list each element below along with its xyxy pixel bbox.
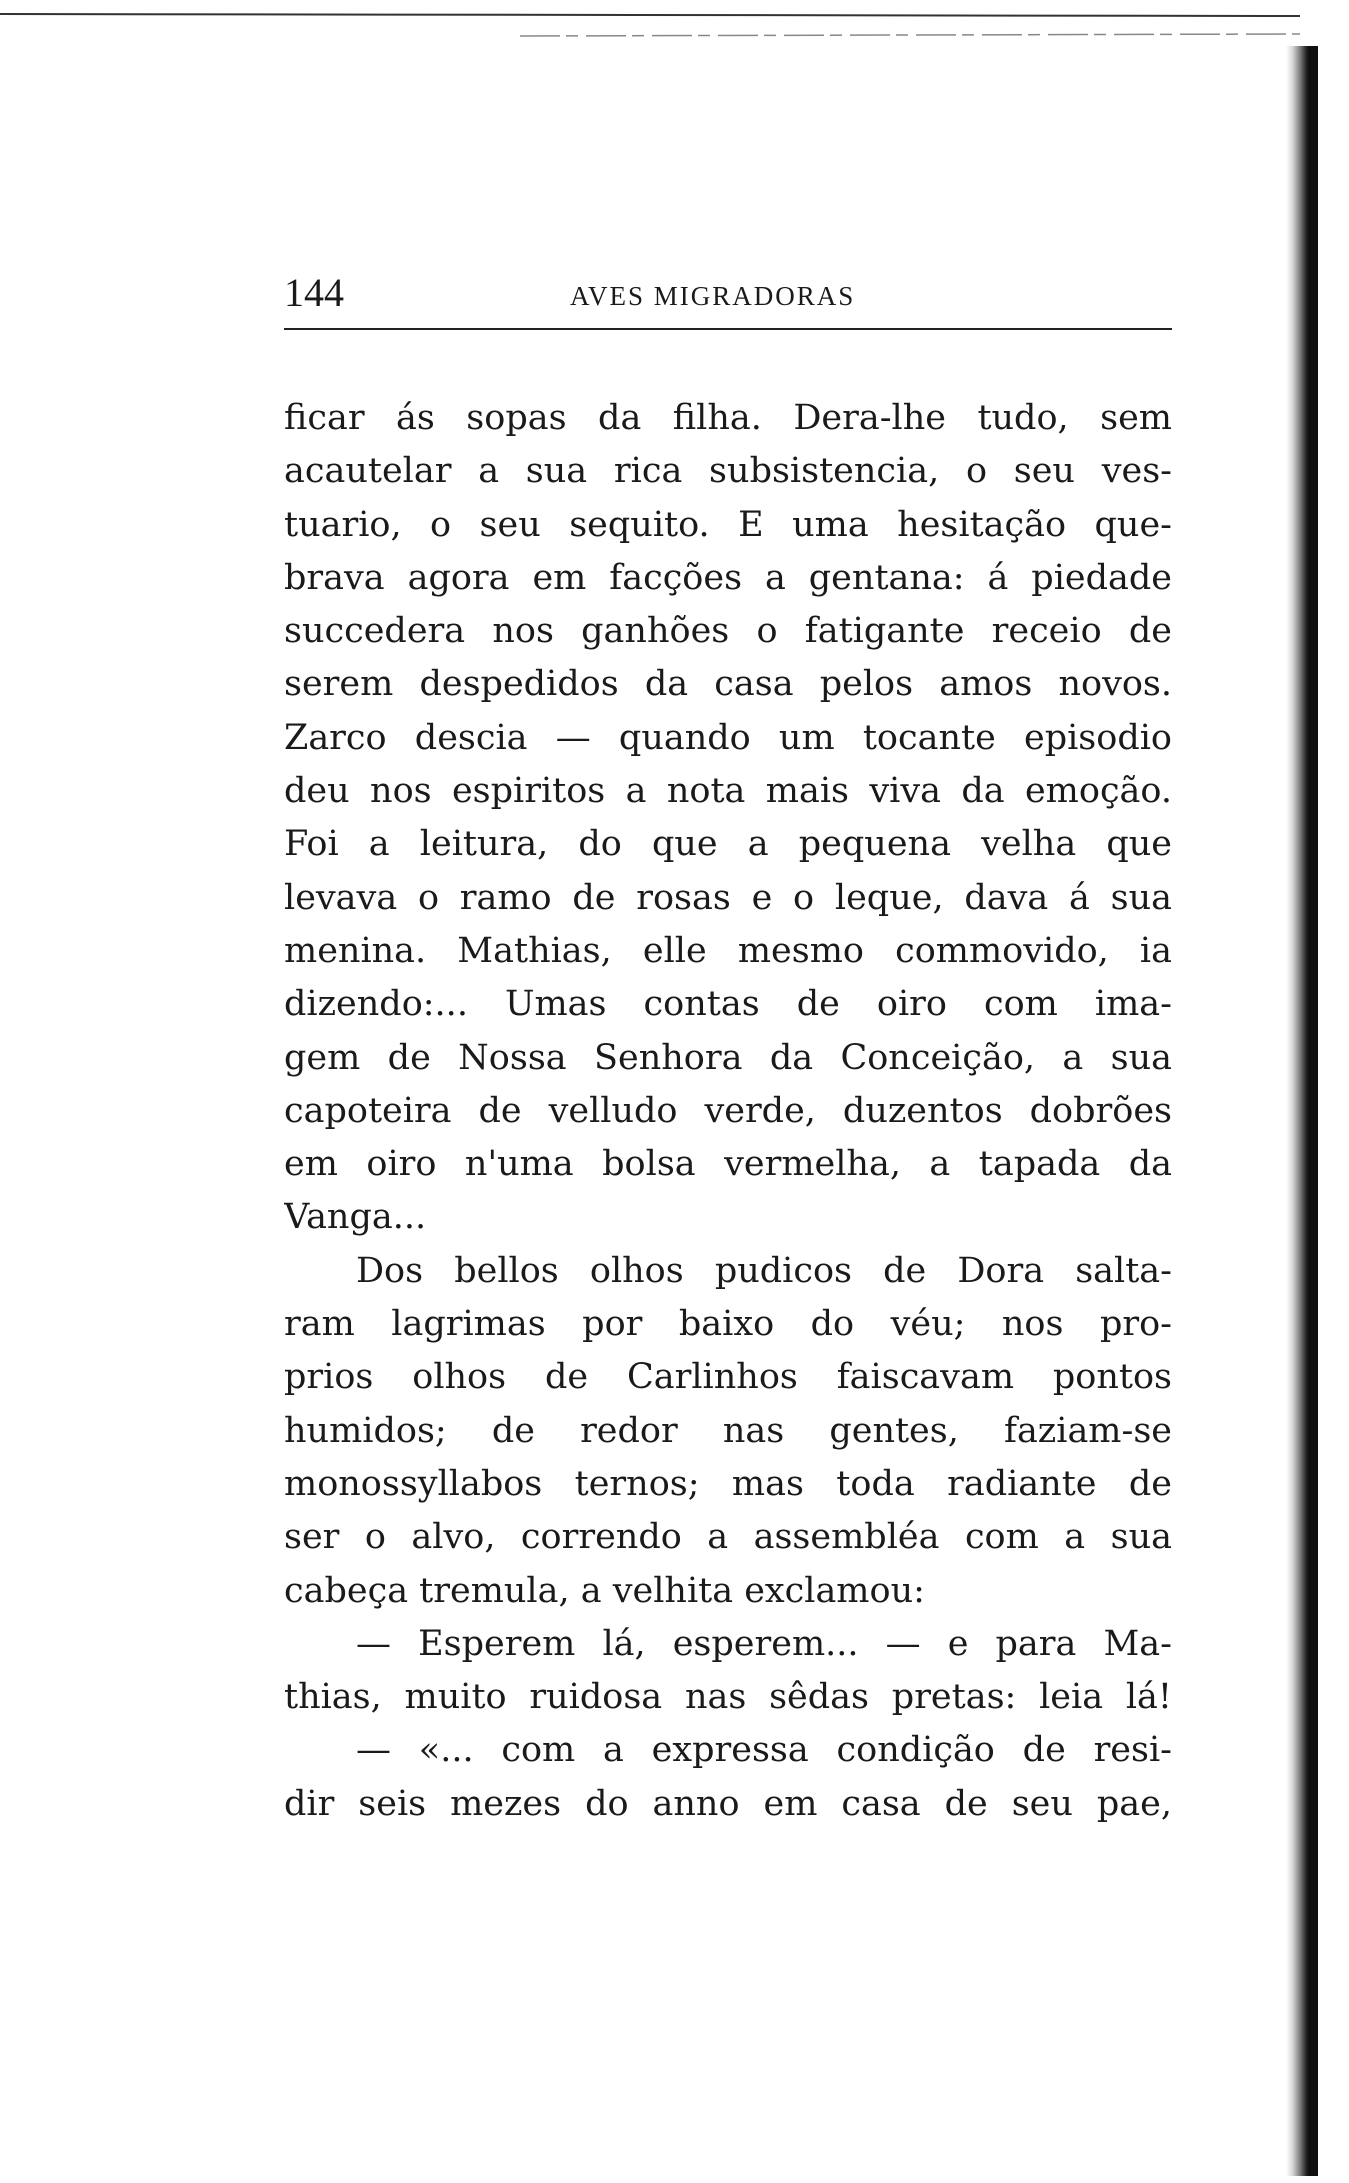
text-line: prios olhos de Carlinhos faiscavam pontos bbox=[284, 1357, 1172, 1398]
text-line: Zarco descia — quando um tocante episodio bbox=[284, 717, 1172, 758]
text-body bbox=[284, 392, 1172, 1831]
text-line: ficar ás sopas da filha. Dera-lhe tudo, sem bbox=[284, 398, 1172, 438]
book-spine-edge bbox=[1308, 46, 1318, 2176]
text-line: monossyllabos ternos; mas toda radiante de bbox=[284, 1463, 1172, 1504]
text-line: levava o ramo de rosas e o leque, dava á sua bbox=[284, 877, 1172, 918]
text-line: dir seis mezes do anno em casa de seu pae, bbox=[284, 1783, 1172, 1824]
text-line: ser o alvo, correndo a assembléa com a sua bbox=[284, 1517, 1172, 1558]
text-line: brava agora em facções a gentana: á piedade bbox=[284, 557, 1172, 598]
text-line: serem despedidos da casa pelos amos novos. bbox=[284, 664, 1172, 705]
text-line: menina. Mathias, elle mesmo commovido, ia bbox=[284, 930, 1172, 971]
page-number: 144 bbox=[284, 270, 344, 315]
text-line: Vanga... bbox=[284, 1197, 427, 1238]
text-line: — Esperem lá, esperem... — e para Ma- bbox=[356, 1623, 1172, 1664]
page-header bbox=[284, 268, 1172, 318]
text-line: tuario, o seu sequito. E uma hesitação que- bbox=[284, 504, 1172, 545]
text-line: dizendo:... Umas contas de oiro com ima- bbox=[284, 984, 1172, 1025]
text-line: capoteira de velludo verde, duzentos dobrões bbox=[284, 1090, 1172, 1131]
running-title: AVES MIGRADORAS bbox=[570, 281, 856, 311]
text-line: ram lagrimas por baixo do véu; nos pro- bbox=[284, 1304, 1172, 1345]
text-line: thias, muito ruidosa nas sêdas pretas: leia lá! bbox=[284, 1677, 1172, 1718]
text-line: gem de Nossa Senhora da Conceição, a sua bbox=[284, 1037, 1172, 1078]
text-line: deu nos espiritos a nota mais viva da emoção. bbox=[284, 771, 1172, 812]
header-rule bbox=[284, 328, 1172, 330]
text-line: — «... com a expressa condição de resi- bbox=[356, 1730, 1172, 1771]
text-line: humidos; de redor nas gentes, faziam-se bbox=[284, 1410, 1172, 1451]
text-line: em oiro n'uma bolsa vermelha, a tapada da bbox=[284, 1144, 1172, 1185]
text-line: acautelar a sua rica subsistencia, o seu ves- bbox=[284, 451, 1172, 492]
text-line: succedera nos ganhões o fatigante receio de bbox=[284, 611, 1172, 652]
text-line: cabeça tremula, a velhita exclamou: bbox=[284, 1570, 925, 1611]
page-top-edge bbox=[0, 6, 1349, 46]
text-line: Dos bellos olhos pudicos de Dora salta- bbox=[356, 1250, 1172, 1291]
text-line: Foi a leitura, do que a pequena velha que bbox=[284, 824, 1172, 865]
